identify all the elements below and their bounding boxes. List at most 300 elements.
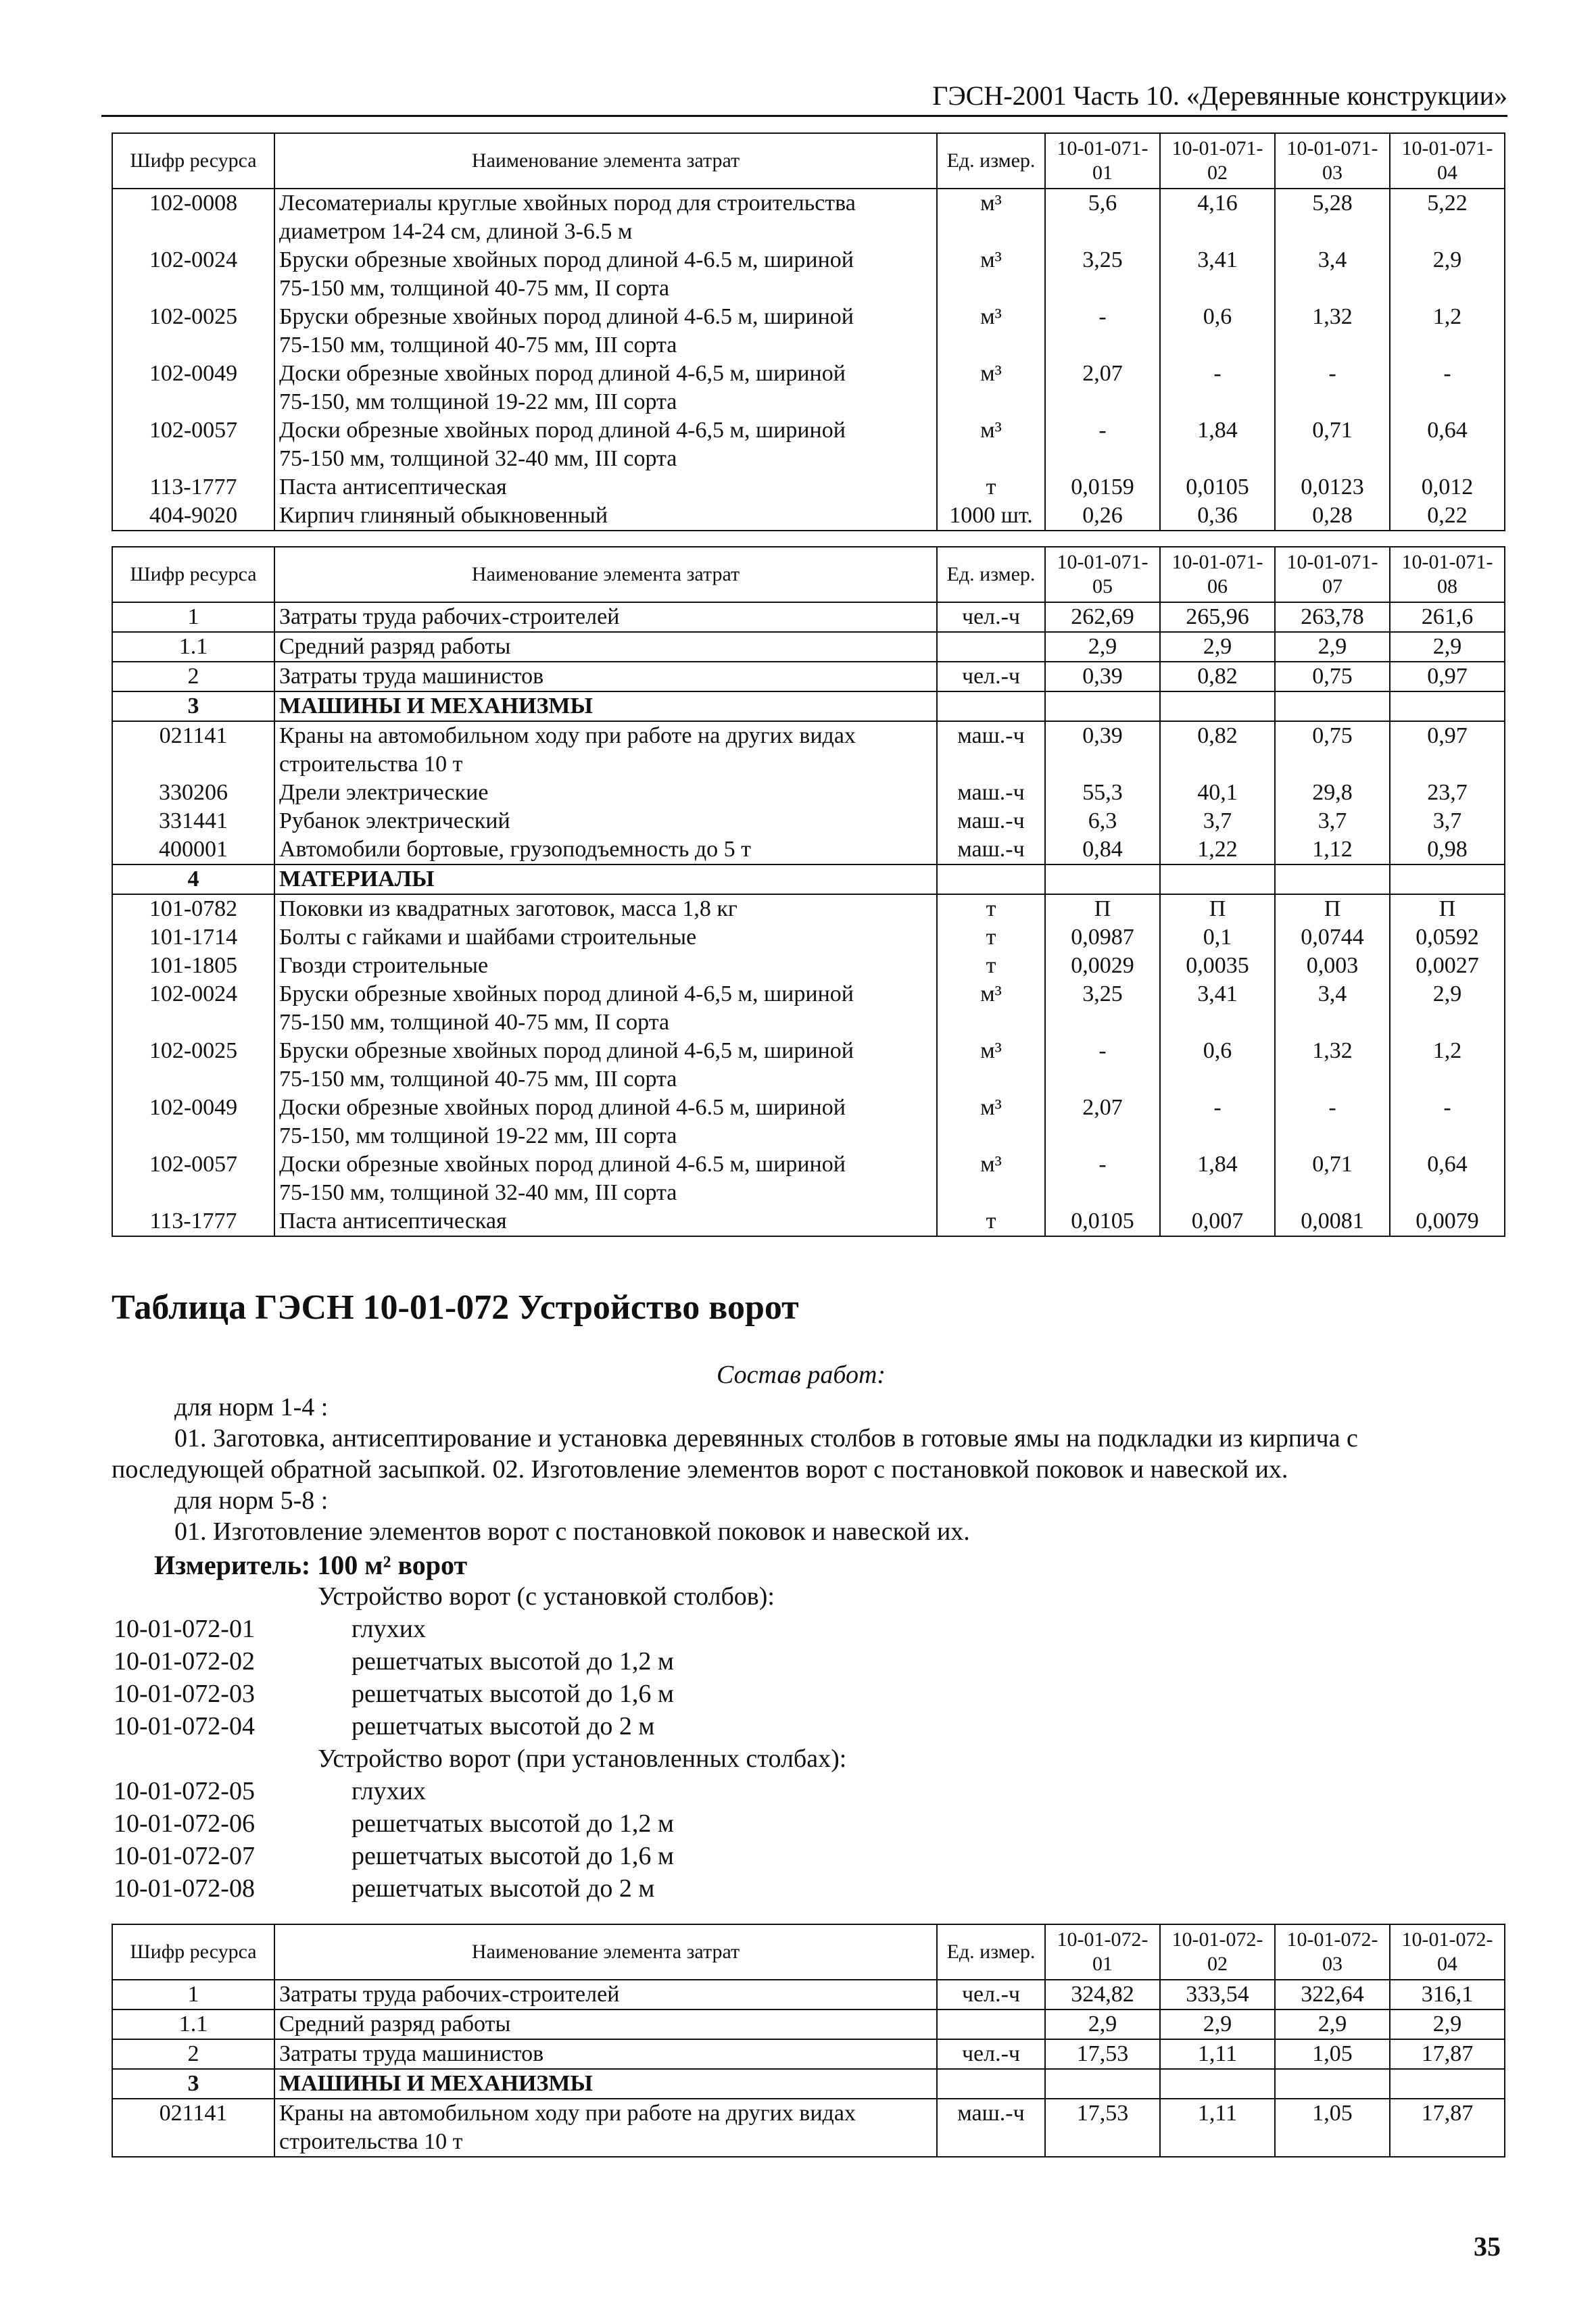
norm-value: 0,0105 [1160, 473, 1275, 502]
norm-value: 3,7 [1275, 807, 1390, 835]
norm-value: П [1160, 894, 1275, 923]
resource-name-line: Бруски обрезные хвойных пород длиной 4-6,5 м, шириной [279, 981, 854, 1006]
unit: чел.-ч [937, 2039, 1045, 2069]
resource-name-line: 75-150 мм, толщиной 32-40 мм, III сорта [279, 446, 677, 471]
table-row [112, 2039, 1505, 2069]
norm-value: 0,26 [1045, 502, 1160, 531]
norm-value: - [1275, 360, 1390, 416]
unit: чел.-ч [937, 662, 1045, 691]
resource-name-line: МАШИНЫ И МЕХАНИЗМЫ [279, 693, 593, 718]
norm-value [1045, 691, 1160, 721]
resource-name-line: 75-150 мм, толщиной 40-75 мм, III сорта [279, 333, 677, 358]
col-header-code: Шифр ресурса [112, 133, 274, 189]
norm-value: 2,9 [1045, 2009, 1160, 2039]
resource-name-line: Затраты труда машинистов [279, 664, 544, 689]
norm-code: 10-01-072-08 [114, 1874, 255, 1903]
col-header-name: Наименование элемента затрат [274, 133, 937, 189]
norm-description: глухих [352, 1777, 426, 1805]
resource-code: 021141 [112, 721, 274, 779]
norm-value: 40,1 [1160, 779, 1275, 807]
norm-value: 1,2 [1390, 303, 1505, 360]
norm-value: 261,6 [1390, 602, 1505, 632]
resource-name-line: Паста антисептическая [279, 1209, 507, 1234]
table-row [112, 952, 1505, 980]
table-row [112, 980, 1505, 1037]
norm-value: 4,16 [1160, 189, 1275, 246]
norm-value: 2,9 [1160, 632, 1275, 662]
norm-value: - [1045, 1037, 1160, 1094]
norm-value: 0,007 [1160, 1207, 1275, 1236]
unit: маш.-ч [937, 835, 1045, 864]
unit: т [937, 952, 1045, 980]
resource-name-line: Доски обрезные хвойных пород длиной 4-6,5 м, шириной [279, 418, 846, 443]
resource-name-line: МАШИНЫ И МЕХАНИЗМЫ [279, 2071, 593, 2096]
col-header-code: Шифр ресурса [112, 1924, 274, 1980]
norm-code: 10-01-072-03 [114, 1680, 255, 1708]
norm-value: 0,0123 [1275, 473, 1390, 502]
unit: м³ [937, 1150, 1045, 1207]
resource-name-line: Лесоматериалы круглые хвойных пород для строительства [279, 191, 856, 216]
norm-value: 2,9 [1160, 2009, 1275, 2039]
norm-value: 2,9 [1045, 632, 1160, 662]
resource-code: 102-0057 [112, 416, 274, 473]
unit [937, 2069, 1045, 2099]
norm-value: 0,71 [1275, 1150, 1390, 1207]
work-composition-label: Состав работ: [717, 1361, 886, 1389]
unit: м³ [937, 246, 1045, 303]
norm-description: решетчатых высотой до 1,2 м [352, 1809, 674, 1838]
norm-value: - [1160, 360, 1275, 416]
resource-name-line: строительства 10 т [279, 2129, 463, 2154]
unit: 1000 шт. [937, 502, 1045, 531]
norm-code: 10-01-072-07 [114, 1842, 255, 1870]
norm-value: - [1390, 360, 1505, 416]
resource-code: 102-0025 [112, 303, 274, 360]
running-header: ГЭСН-2001 Часть 10. «Деревянные конструкции» [932, 80, 1507, 111]
norm-value: 3,41 [1160, 246, 1275, 303]
resource-code: 4 [112, 864, 274, 894]
resource-name [274, 2099, 937, 2157]
norm-value: 0,39 [1045, 662, 1160, 691]
norm-value [1390, 2069, 1505, 2099]
norm-value: 0,64 [1390, 1150, 1505, 1207]
norm-value: 1,84 [1160, 416, 1275, 473]
table-row [112, 1150, 1505, 1207]
table-row [112, 303, 1505, 360]
norm-value: 5,6 [1045, 189, 1160, 246]
norm-value: 0,0079 [1390, 1207, 1505, 1236]
unit: м³ [937, 1094, 1045, 1150]
col-header-norm-3: 10-01-071-03 [1275, 133, 1390, 189]
resource-name [274, 807, 937, 835]
col-header-norm-2: 10-01-072-02 [1160, 1924, 1275, 1980]
norm-value: 0,0035 [1160, 952, 1275, 980]
col-header-norm-3: 10-01-072-03 [1275, 1924, 1390, 1980]
norm-code: 10-01-072-05 [114, 1777, 255, 1805]
norm-value: 0,0027 [1390, 952, 1505, 980]
table-row [112, 416, 1505, 473]
norm-value: 265,96 [1160, 602, 1275, 632]
norm-value: 263,78 [1275, 602, 1390, 632]
group-with-posts: Устройство ворот (с установкой столбов): [318, 1582, 775, 1611]
resource-name-line: Затраты труда машинистов [279, 2041, 544, 2066]
resource-name-line: строительства 10 т [279, 752, 463, 777]
norm-value: 0,6 [1160, 1037, 1275, 1094]
norm-value: 3,25 [1045, 246, 1160, 303]
col-header-norm-3: 10-01-071-07 [1275, 547, 1390, 602]
resource-name-line: Доски обрезные хвойных пород длиной 4-6.5 м, шириной [279, 1152, 846, 1177]
table-row [112, 1207, 1505, 1236]
table-row [112, 894, 1505, 923]
norm-description: глухих [352, 1615, 426, 1643]
table-row [112, 779, 1505, 807]
unit [937, 864, 1045, 894]
section-row [112, 2069, 1505, 2099]
norm-value: 1,05 [1275, 2099, 1390, 2157]
resource-name [274, 1150, 937, 1207]
resource-name [274, 721, 937, 779]
col-header-norm-2: 10-01-071-02 [1160, 133, 1275, 189]
norm-value: 55,3 [1045, 779, 1160, 807]
col-header-norm-4: 10-01-072-04 [1390, 1924, 1505, 1980]
resource-code: 330206 [112, 779, 274, 807]
resource-name [274, 691, 937, 721]
resource-name-line: Паста антисептическая [279, 474, 507, 499]
resource-name-line: Средний разряд работы [279, 2012, 511, 2037]
norm-value: 5,28 [1275, 189, 1390, 246]
unit: маш.-ч [937, 2099, 1045, 2157]
norm-value: 1,32 [1275, 1037, 1390, 1094]
norm-value: - [1045, 1150, 1160, 1207]
resource-name-line: Дрели электрические [279, 780, 489, 805]
norm-value [1160, 864, 1275, 894]
norm-value: П [1275, 894, 1390, 923]
table-title: Таблица ГЭСН 10-01-072 Устройство ворот [112, 1288, 799, 1327]
resource-name-line: Болты с гайками и шайбами строительные [279, 925, 697, 950]
norm-value: 1,11 [1160, 2099, 1275, 2157]
resource-name [274, 303, 937, 360]
section-row [112, 864, 1505, 894]
norm-code: 10-01-072-02 [114, 1647, 255, 1676]
resource-code: 101-0782 [112, 894, 274, 923]
norm-value: 17,53 [1045, 2039, 1160, 2069]
table-row [112, 2099, 1505, 2157]
table-row [112, 1980, 1505, 2009]
table-row [112, 632, 1505, 662]
norm-value [1275, 864, 1390, 894]
norm-value: 0,1 [1160, 923, 1275, 952]
table-row [112, 1094, 1505, 1150]
norm-value: 3,41 [1160, 980, 1275, 1037]
resource-code: 102-0025 [112, 1037, 274, 1094]
resource-table-071-b [112, 546, 1505, 1237]
norm-description: решетчатых высотой до 2 м [352, 1712, 655, 1740]
norm-value: - [1045, 303, 1160, 360]
norm-value: 1,11 [1160, 2039, 1275, 2069]
norm-value: 322,64 [1275, 1980, 1390, 2009]
resource-name [274, 502, 937, 531]
norm-value: 0,003 [1275, 952, 1390, 980]
resource-name-line: Гвозди строительные [279, 953, 489, 978]
table-row [112, 721, 1505, 779]
resource-name [274, 923, 937, 952]
page-number: 35 [1474, 2231, 1501, 2262]
table-row [112, 189, 1505, 246]
resource-name-line: Поковки из квадратных заготовок, масса 1,8 кг [279, 896, 737, 921]
norm-value [1045, 864, 1160, 894]
unit: м³ [937, 416, 1045, 473]
operation-1-line-2: последующей обратной засыпкой. 02. Изготовление элементов ворот с постановкой поковок и навеской их. [112, 1455, 1288, 1484]
norm-description: решетчатых высотой до 1,2 м [352, 1647, 674, 1676]
table-row [112, 923, 1505, 952]
resource-name [274, 632, 937, 662]
norm-value [1160, 2069, 1275, 2099]
resource-name-line: Кирпич глиняный обыкновенный [279, 503, 608, 528]
table-row [112, 1037, 1505, 1094]
resource-code: 3 [112, 691, 274, 721]
resource-name-line: Бруски обрезные хвойных пород длиной 4-6,5 м, шириной [279, 1038, 854, 1063]
norm-value: П [1045, 894, 1160, 923]
resource-code: 101-1714 [112, 923, 274, 952]
norm-value [1390, 864, 1505, 894]
norm-value: П [1390, 894, 1505, 923]
unit: маш.-ч [937, 721, 1045, 779]
norm-value: 0,64 [1390, 416, 1505, 473]
norm-value: 2,9 [1390, 246, 1505, 303]
norm-value: 0,82 [1160, 662, 1275, 691]
col-header-code: Шифр ресурса [112, 547, 274, 602]
norm-value: - [1160, 1094, 1275, 1150]
resource-name-line: Бруски обрезные хвойных пород длиной 4-6.5 м, шириной [279, 247, 854, 272]
unit: т [937, 894, 1045, 923]
col-header-name: Наименование элемента затрат [274, 1924, 937, 1980]
unit: т [937, 923, 1045, 952]
table-row [112, 662, 1505, 691]
norm-value: 5,22 [1390, 189, 1505, 246]
norm-value [1045, 2069, 1160, 2099]
operation-2: 01. Изготовление элементов ворот с постановкой поковок и навеской их. [174, 1517, 970, 1546]
resource-name-line: диаметром 14-24 см, длиной 3-6.5 м [279, 219, 633, 244]
resource-code: 404-9020 [112, 502, 274, 531]
norm-value: 0,75 [1275, 662, 1390, 691]
norm-value: 17,87 [1390, 2099, 1505, 2157]
col-header-norm-1: 10-01-072-01 [1045, 1924, 1160, 1980]
resource-code: 113-1777 [112, 1207, 274, 1236]
norm-code: 10-01-072-01 [114, 1615, 255, 1643]
resource-name-line: 75-150 мм, толщиной 40-75 мм, II сорта [279, 276, 670, 301]
resource-name [274, 1207, 937, 1236]
table-row [112, 807, 1505, 835]
col-header-unit: Ед. измер. [937, 133, 1045, 189]
norm-value: 1,84 [1160, 1150, 1275, 1207]
resource-code: 2 [112, 662, 274, 691]
norm-value: 0,84 [1045, 835, 1160, 864]
norm-value: 2,9 [1390, 2009, 1505, 2039]
norm-value: 0,75 [1275, 721, 1390, 779]
table-row [112, 502, 1505, 531]
norm-value: 1,05 [1275, 2039, 1390, 2069]
col-header-unit: Ед. измер. [937, 1924, 1045, 1980]
resource-name-line: Затраты труда рабочих-строителей [279, 1982, 620, 2007]
norm-value: 17,53 [1045, 2099, 1160, 2157]
norm-value: 0,0081 [1275, 1207, 1390, 1236]
resource-name [274, 662, 937, 691]
resource-table-072 [112, 1924, 1505, 2158]
norm-value: 0,012 [1390, 473, 1505, 502]
unit: м³ [937, 303, 1045, 360]
unit: чел.-ч [937, 1980, 1045, 2009]
resource-code: 2 [112, 2039, 274, 2069]
norm-value: 3,7 [1390, 807, 1505, 835]
col-header-norm-1: 10-01-071-05 [1045, 547, 1160, 602]
norm-value: 3,25 [1045, 980, 1160, 1037]
norm-value: 0,97 [1390, 662, 1505, 691]
norm-value: 17,87 [1390, 2039, 1505, 2069]
unit [937, 2009, 1045, 2039]
norm-description: решетчатых высотой до 1,6 м [352, 1842, 674, 1870]
norm-value: 2,07 [1045, 360, 1160, 416]
resource-name [274, 360, 937, 416]
norm-value: 1,2 [1390, 1037, 1505, 1094]
norm-value: 1,12 [1275, 835, 1390, 864]
resource-code: 102-0057 [112, 1150, 274, 1207]
resource-name [274, 189, 937, 246]
norm-value: 2,9 [1275, 2009, 1390, 2039]
norm-value: 2,9 [1390, 980, 1505, 1037]
unit [937, 691, 1045, 721]
resource-name [274, 416, 937, 473]
norm-code: 10-01-072-06 [114, 1809, 255, 1838]
resource-name-line: 75-150, мм толщиной 19-22 мм, III сорта [279, 389, 677, 414]
norm-value: 23,7 [1390, 779, 1505, 807]
norm-description: решетчатых высотой до 1,6 м [352, 1680, 674, 1708]
table-row [112, 2009, 1505, 2039]
norm-value: 0,82 [1160, 721, 1275, 779]
resource-name [274, 2009, 937, 2039]
norm-value [1160, 691, 1275, 721]
resource-name-line: Доски обрезные хвойных пород длиной 4-6.5 м, шириной [279, 1095, 846, 1120]
norm-value: 2,9 [1275, 632, 1390, 662]
resource-name [274, 980, 937, 1037]
resource-code: 102-0049 [112, 360, 274, 416]
norm-value: 0,28 [1275, 502, 1390, 531]
unit: м³ [937, 980, 1045, 1037]
table-row [112, 246, 1505, 303]
resource-name-line: 75-150 мм, толщиной 40-75 мм, II сорта [279, 1010, 670, 1035]
norms-1-4-label: для норм 1-4 : [174, 1393, 329, 1421]
resource-name [274, 894, 937, 923]
resource-name-line: Краны на автомобильном ходу при работе на других видах [279, 2101, 856, 2126]
norm-value [1275, 691, 1390, 721]
col-header-name: Наименование элемента затрат [274, 547, 937, 602]
resource-name-line: Средний разряд работы [279, 634, 511, 659]
table-row [112, 360, 1505, 416]
resource-code: 101-1805 [112, 952, 274, 980]
resource-name-line: Краны на автомобильном ходу при работе на других видах [279, 723, 856, 748]
resource-code: 3 [112, 2069, 274, 2099]
norm-value: 0,39 [1045, 721, 1160, 779]
group-existing-posts: Устройство ворот (при установленных столбах): [318, 1745, 847, 1773]
norm-value: 0,0987 [1045, 923, 1160, 952]
resource-name [274, 1094, 937, 1150]
col-header-unit: Ед. измер. [937, 547, 1045, 602]
norm-code: 10-01-072-04 [114, 1712, 255, 1740]
resource-name-line: Бруски обрезные хвойных пород длиной 4-6.5 м, шириной [279, 304, 854, 329]
resource-code: 400001 [112, 835, 274, 864]
header-rule [101, 115, 1507, 117]
resource-name [274, 2069, 937, 2099]
norm-value: 2,9 [1390, 632, 1505, 662]
section-row [112, 691, 1505, 721]
norm-value: 3,4 [1275, 246, 1390, 303]
norm-value: 0,36 [1160, 502, 1275, 531]
unit: т [937, 1207, 1045, 1236]
resource-code: 1 [112, 1980, 274, 2009]
resource-name [274, 246, 937, 303]
measure-unit: Измеритель: 100 м² ворот [154, 1550, 468, 1580]
norm-value: 1,32 [1275, 303, 1390, 360]
resource-code: 102-0024 [112, 246, 274, 303]
col-header-norm-4: 10-01-071-08 [1390, 547, 1505, 602]
norm-value: 0,0159 [1045, 473, 1160, 502]
norms-5-8-label: для норм 5-8 : [174, 1486, 329, 1515]
resource-code: 113-1777 [112, 473, 274, 502]
resource-name-line: Затраты труда рабочих-строителей [279, 604, 620, 629]
table-row [112, 835, 1505, 864]
resource-name [274, 602, 937, 632]
unit: м³ [937, 189, 1045, 246]
unit: маш.-ч [937, 779, 1045, 807]
resource-name [274, 2039, 937, 2069]
resource-name-line: МАТЕРИАЛЫ [279, 867, 435, 892]
norm-value: 333,54 [1160, 1980, 1275, 2009]
norm-value: 324,82 [1045, 1980, 1160, 2009]
norm-value: 0,97 [1390, 721, 1505, 779]
norm-value: 3,4 [1275, 980, 1390, 1037]
resource-code: 102-0049 [112, 1094, 274, 1150]
unit: чел.-ч [937, 602, 1045, 632]
norm-value: - [1390, 1094, 1505, 1150]
norm-value: 0,6 [1160, 303, 1275, 360]
unit: м³ [937, 1037, 1045, 1094]
norm-description: решетчатых высотой до 2 м [352, 1874, 655, 1903]
norm-value: 262,69 [1045, 602, 1160, 632]
norm-value: 316,1 [1390, 1980, 1505, 2009]
resource-name-line: 75-150 мм, толщиной 32-40 мм, III сорта [279, 1180, 677, 1205]
resource-name-line: 75-150, мм толщиной 19-22 мм, III сорта [279, 1123, 677, 1148]
norm-value: - [1275, 1094, 1390, 1150]
resource-code: 331441 [112, 807, 274, 835]
resource-code: 021141 [112, 2099, 274, 2157]
resource-name-line: Автомобили бортовые, грузоподъемность до 5 т [279, 837, 752, 862]
resource-name [274, 1037, 937, 1094]
resource-name [274, 864, 937, 894]
unit: м³ [937, 360, 1045, 416]
resource-name [274, 835, 937, 864]
resource-code: 102-0024 [112, 980, 274, 1037]
resource-name-line: 75-150 мм, толщиной 40-75 мм, III сорта [279, 1067, 677, 1092]
norm-value: 0,0029 [1045, 952, 1160, 980]
norm-value: 0,0592 [1390, 923, 1505, 952]
resource-code: 1.1 [112, 632, 274, 662]
col-header-norm-1: 10-01-071-01 [1045, 133, 1160, 189]
norm-value [1390, 691, 1505, 721]
norm-value: 2,07 [1045, 1094, 1160, 1150]
norm-value: 3,7 [1160, 807, 1275, 835]
col-header-norm-4: 10-01-071-04 [1390, 133, 1505, 189]
resource-code: 1 [112, 602, 274, 632]
norm-value: 0,98 [1390, 835, 1505, 864]
